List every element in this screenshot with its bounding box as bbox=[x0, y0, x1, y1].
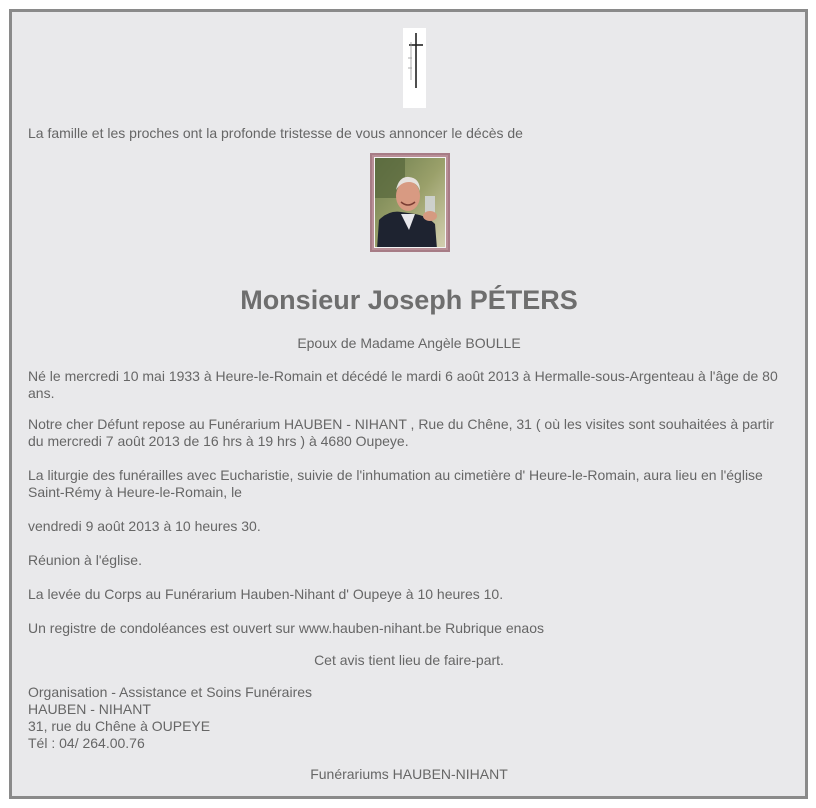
spouse-text: Epoux de Madame Angèle BOULLE bbox=[297, 335, 521, 351]
liturgy-text: La liturgie des funérailles avec Eucharistie, suivie de l'inhumation au cimetière d' Heure-le-Romain, aura lieu en l'église Saint-Rémy à Heure-le-Romain, le bbox=[28, 467, 763, 500]
intro-text: La famille et les proches ont la profonde tristesse de vous annoncer le décès de bbox=[28, 125, 523, 141]
birth-death-text: Né le mercredi 10 mai 1933 à Heure-le-Romain et décédé le mardi 6 août 2013 à Hermalle-sous-Argenteau à l'âge de 80 ans. bbox=[28, 368, 778, 401]
levee-text: La levée du Corps au Funérarium Hauben-Nihant d' Oupeye à 10 heures 10. bbox=[28, 586, 504, 602]
footer-signature: Funérariums HAUBEN-NIHANT bbox=[310, 766, 508, 782]
cross-icon bbox=[403, 28, 426, 108]
rest-text: Notre cher Défunt repose au Funérarium HAUBEN - NIHANT , Rue du Chêne, 31 ( où les visites sont souhaitées à partir du mercredi 7 août 2013 de 16 hrs à 19 hrs ) à 4680 Oupeye. bbox=[28, 416, 774, 449]
meeting-text: Réunion à l'église. bbox=[28, 552, 142, 568]
org-line-4: Tél : 04/ 264.00.76 bbox=[28, 735, 145, 751]
notice-text: Cet avis tient lieu de faire-part. bbox=[314, 652, 504, 668]
org-line-1: Organisation - Assistance et Soins Funéraires bbox=[28, 684, 313, 700]
obituary-frame bbox=[9, 9, 808, 799]
registry-text: Un registre de condoléances est ouvert sur www.hauben-nihant.be Rubrique enaos bbox=[28, 620, 544, 636]
funeral-date: vendredi 9 août 2013 à 10 heures 30. bbox=[28, 518, 261, 534]
org-line-2: HAUBEN - NIHANT bbox=[28, 701, 151, 717]
portrait-photo bbox=[370, 153, 450, 252]
deceased-name: Monsieur Joseph PÉTERS bbox=[240, 285, 578, 315]
org-line-3: 31, rue du Chêne à OUPEYE bbox=[28, 718, 211, 734]
